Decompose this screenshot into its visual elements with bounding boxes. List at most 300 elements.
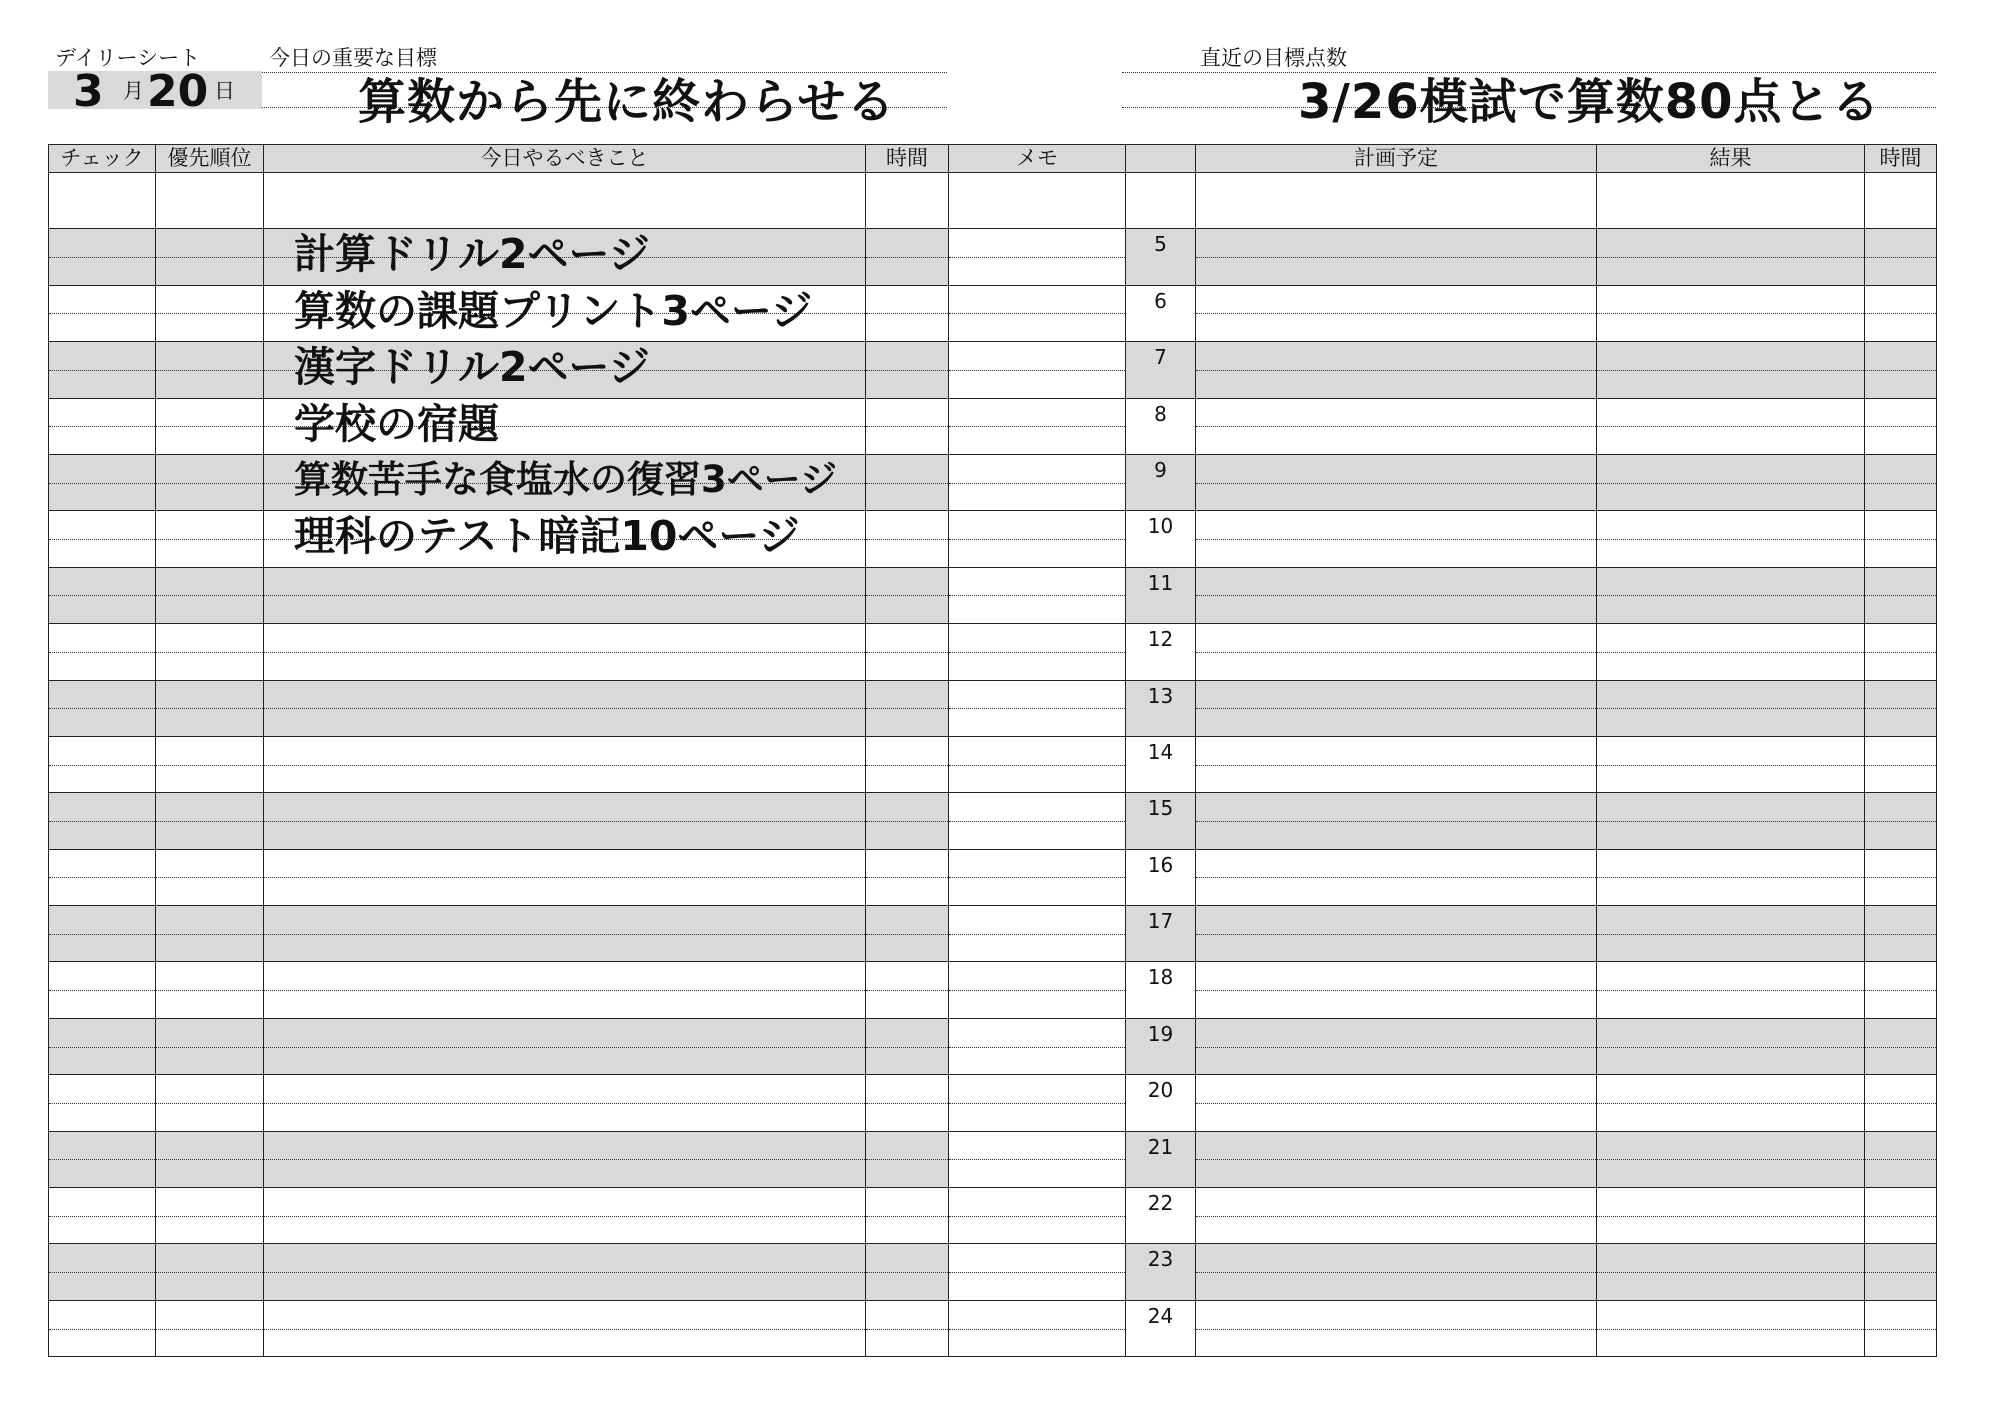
hour-cell (1126, 454, 1196, 510)
plan-cell[interactable] (1196, 285, 1597, 341)
half-row-dotted-line (1865, 765, 1936, 766)
half-row-dotted-line (949, 1272, 1125, 1273)
todo-cell[interactable] (264, 511, 866, 567)
time2-cell[interactable] (1865, 849, 1937, 905)
hour-label: 11 (1147, 570, 1174, 595)
hour-label: 21 (1147, 1134, 1174, 1159)
half-row-dotted-line (1196, 1103, 1596, 1104)
check-cell[interactable] (49, 1131, 156, 1187)
hour-cell (1126, 793, 1196, 849)
table-row (49, 229, 1937, 285)
plan-cell[interactable] (1196, 1188, 1597, 1244)
todo-cell[interactable] (264, 342, 866, 398)
check-cell[interactable] (49, 285, 156, 341)
time-cell[interactable] (866, 511, 949, 567)
half-row-dotted-line (1865, 1047, 1936, 1048)
result-cell[interactable] (1597, 1300, 1865, 1356)
half-row-dotted-line (49, 934, 155, 935)
time-cell[interactable] (866, 849, 949, 905)
half-row-dotted-line (949, 765, 1125, 766)
target-score-value[interactable]: 3/26模試で算数80点とる (1298, 74, 1881, 130)
todo-cell[interactable] (264, 849, 866, 905)
hour-label: 7 (1154, 345, 1167, 370)
result-cell[interactable] (1597, 511, 1865, 567)
hour-cell (1126, 1188, 1196, 1244)
plan-cell[interactable] (1196, 342, 1597, 398)
half-row-dotted-line (866, 1047, 948, 1048)
half-row-dotted-line (156, 370, 263, 371)
memo-cell[interactable] (949, 849, 1126, 905)
check-cell[interactable] (49, 962, 156, 1018)
date-day: 20 (147, 66, 209, 117)
time-cell[interactable] (866, 398, 949, 454)
table-row (49, 1244, 1937, 1300)
memo-cell[interactable] (949, 229, 1126, 285)
result-cell[interactable] (1597, 1018, 1865, 1074)
priority-cell[interactable] (156, 1244, 264, 1300)
time-cell[interactable] (866, 1018, 949, 1074)
half-row-dotted-line (264, 877, 865, 878)
priority-cell[interactable] (156, 736, 264, 792)
time2-cell[interactable] (1865, 567, 1937, 623)
time2-cell[interactable] (1865, 229, 1937, 285)
priority-cell[interactable] (156, 680, 264, 736)
half-row-dotted-line (1196, 595, 1596, 596)
half-row-dotted-line (866, 765, 948, 766)
time2-cell[interactable] (1865, 1131, 1937, 1187)
half-row-dotted-line (1196, 652, 1596, 653)
todo-cell[interactable] (264, 398, 866, 454)
half-row-dotted-line (1196, 1159, 1596, 1160)
half-row-dotted-line (866, 708, 948, 709)
half-row-dotted-line (1597, 1047, 1864, 1048)
memo-cell[interactable] (949, 962, 1126, 1018)
half-row-dotted-line (49, 595, 155, 596)
memo-cell[interactable] (949, 173, 1126, 229)
check-cell[interactable] (49, 793, 156, 849)
half-row-dotted-line (264, 1329, 865, 1330)
half-row-dotted-line (49, 1159, 155, 1160)
plan-cell[interactable] (1196, 173, 1597, 229)
half-row-dotted-line (949, 821, 1125, 822)
time-cell[interactable] (866, 680, 949, 736)
time2-cell[interactable] (1865, 285, 1937, 341)
table-row (49, 793, 1937, 849)
table-row (49, 906, 1937, 962)
check-cell[interactable] (49, 1300, 156, 1356)
result-cell[interactable] (1597, 1075, 1865, 1131)
plan-cell[interactable] (1196, 1018, 1597, 1074)
check-cell[interactable] (49, 624, 156, 680)
half-row-dotted-line (1865, 1216, 1936, 1217)
hour-label: 23 (1147, 1247, 1174, 1272)
score-dotted-line-top (1122, 72, 1936, 73)
half-row-dotted-line (949, 1216, 1125, 1217)
result-cell[interactable] (1597, 1188, 1865, 1244)
target-score-label: 直近の目標点数 (1200, 46, 1347, 70)
todo-cell[interactable] (264, 1075, 866, 1131)
plan-cell[interactable] (1196, 1244, 1597, 1300)
half-row-dotted-line (156, 1329, 263, 1330)
memo-cell[interactable] (949, 342, 1126, 398)
hour-cell (1126, 173, 1196, 229)
half-row-dotted-line (264, 821, 865, 822)
half-row-dotted-line (949, 934, 1125, 935)
table-row (49, 1188, 1937, 1244)
plan-cell[interactable] (1196, 680, 1597, 736)
half-row-dotted-line (1597, 1329, 1864, 1330)
half-row-dotted-line (1196, 483, 1596, 484)
plan-cell[interactable] (1196, 511, 1597, 567)
hour-cell (1126, 229, 1196, 285)
hour-label: 24 (1147, 1303, 1174, 1328)
half-row-dotted-line (949, 652, 1125, 653)
priority-cell[interactable] (156, 962, 264, 1018)
hour-cell (1126, 1075, 1196, 1131)
half-row-dotted-line (1865, 990, 1936, 991)
half-row-dotted-line (264, 708, 865, 709)
half-row-dotted-line (1196, 539, 1596, 540)
memo-cell[interactable] (949, 511, 1126, 567)
result-cell[interactable] (1597, 454, 1865, 510)
result-cell[interactable] (1597, 342, 1865, 398)
memo-cell[interactable] (949, 1018, 1126, 1074)
memo-cell[interactable] (949, 1131, 1126, 1187)
todo-cell[interactable] (264, 624, 866, 680)
check-cell[interactable] (49, 229, 156, 285)
todo-cell[interactable] (264, 680, 866, 736)
time2-cell[interactable] (1865, 342, 1937, 398)
result-cell[interactable] (1597, 736, 1865, 792)
hour-cell (1126, 1018, 1196, 1074)
priority-cell[interactable] (156, 398, 264, 454)
priority-cell[interactable] (156, 511, 264, 567)
time-cell[interactable] (866, 624, 949, 680)
priority-cell[interactable] (156, 1075, 264, 1131)
priority-cell[interactable] (156, 1131, 264, 1187)
half-row-dotted-line (264, 1159, 865, 1160)
hour-label: 18 (1147, 965, 1174, 990)
result-cell[interactable] (1597, 1131, 1865, 1187)
hour-label: 9 (1154, 457, 1167, 482)
plan-cell[interactable] (1196, 398, 1597, 454)
time2-cell[interactable] (1865, 680, 1937, 736)
half-row-dotted-line (49, 257, 155, 258)
memo-cell[interactable] (949, 624, 1126, 680)
plan-cell[interactable] (1196, 454, 1597, 510)
result-cell[interactable] (1597, 906, 1865, 962)
check-cell[interactable] (49, 567, 156, 623)
date-day-unit: 日 (214, 79, 235, 103)
half-row-dotted-line (949, 539, 1125, 540)
priority-cell[interactable] (156, 793, 264, 849)
today-goal-label: 今日の重要な目標 (269, 46, 437, 70)
time-cell[interactable] (866, 1075, 949, 1131)
priority-cell[interactable] (156, 1188, 264, 1244)
hour-label: 22 (1147, 1191, 1174, 1216)
memo-cell[interactable] (949, 793, 1126, 849)
priority-cell[interactable] (156, 229, 264, 285)
half-row-dotted-line (949, 877, 1125, 878)
half-row-dotted-line (1597, 877, 1864, 878)
time-cell[interactable] (866, 793, 949, 849)
memo-cell[interactable] (949, 1075, 1126, 1131)
hour-cell (1126, 736, 1196, 792)
result-cell[interactable] (1597, 1244, 1865, 1300)
half-row-dotted-line (866, 1103, 948, 1104)
col-header-result: 結果 (1597, 145, 1865, 173)
priority-cell[interactable] (156, 285, 264, 341)
half-row-dotted-line (1597, 708, 1864, 709)
time-cell[interactable] (866, 173, 949, 229)
half-row-dotted-line (949, 1047, 1125, 1048)
table-row (49, 680, 1937, 736)
half-row-dotted-line (156, 539, 263, 540)
priority-cell[interactable] (156, 1018, 264, 1074)
memo-cell[interactable] (949, 1300, 1126, 1356)
priority-cell[interactable] (156, 173, 264, 229)
time2-cell[interactable] (1865, 906, 1937, 962)
memo-cell[interactable] (949, 736, 1126, 792)
check-cell[interactable] (49, 849, 156, 905)
result-cell[interactable] (1597, 285, 1865, 341)
half-row-dotted-line (1196, 990, 1596, 991)
memo-cell[interactable] (949, 680, 1126, 736)
half-row-dotted-line (949, 426, 1125, 427)
plan-cell[interactable] (1196, 1131, 1597, 1187)
memo-cell[interactable] (949, 454, 1126, 510)
half-row-dotted-line (49, 877, 155, 878)
priority-cell[interactable] (156, 454, 264, 510)
plan-cell[interactable] (1196, 736, 1597, 792)
time2-cell[interactable] (1865, 511, 1937, 567)
half-row-dotted-line (866, 257, 948, 258)
priority-cell[interactable] (156, 342, 264, 398)
time-cell[interactable] (866, 454, 949, 510)
half-row-dotted-line (1597, 765, 1864, 766)
table-row (49, 1075, 1937, 1131)
result-cell[interactable] (1597, 398, 1865, 454)
table-row (49, 624, 1937, 680)
hour-cell (1126, 624, 1196, 680)
half-row-dotted-line (156, 257, 263, 258)
time2-cell[interactable] (1865, 173, 1937, 229)
check-cell[interactable] (49, 173, 156, 229)
daily-sheet-table (48, 144, 1937, 1357)
result-cell[interactable] (1597, 624, 1865, 680)
check-cell[interactable] (49, 1018, 156, 1074)
time2-cell[interactable] (1865, 624, 1937, 680)
time-cell[interactable] (866, 962, 949, 1018)
hour-label: 8 (1154, 401, 1167, 426)
half-row-dotted-line (49, 313, 155, 314)
check-cell[interactable] (49, 1244, 156, 1300)
todo-cell[interactable] (264, 1244, 866, 1300)
half-row-dotted-line (1597, 652, 1864, 653)
check-cell[interactable] (49, 511, 156, 567)
result-cell[interactable] (1597, 793, 1865, 849)
half-row-dotted-line (49, 708, 155, 709)
hour-label: 15 (1147, 796, 1174, 821)
time-cell[interactable] (866, 736, 949, 792)
priority-cell[interactable] (156, 624, 264, 680)
plan-cell[interactable] (1196, 1300, 1597, 1356)
table-row (49, 849, 1937, 905)
half-row-dotted-line (1196, 1329, 1596, 1330)
todo-cell[interactable] (264, 1300, 866, 1356)
todo-cell[interactable] (264, 454, 866, 510)
check-cell[interactable] (49, 680, 156, 736)
check-cell[interactable] (49, 906, 156, 962)
today-goal-value[interactable]: 算数から先に終わらせる (358, 74, 896, 130)
priority-cell[interactable] (156, 906, 264, 962)
memo-cell[interactable] (949, 906, 1126, 962)
check-cell[interactable] (49, 736, 156, 792)
plan-cell[interactable] (1196, 624, 1597, 680)
half-row-dotted-line (156, 877, 263, 878)
time-cell[interactable] (866, 906, 949, 962)
half-row-dotted-line (1196, 877, 1596, 878)
hour-label: 17 (1147, 909, 1174, 934)
half-row-dotted-line (1865, 539, 1936, 540)
table-row (49, 736, 1937, 792)
time2-cell[interactable] (1865, 1018, 1937, 1074)
time-cell[interactable] (866, 229, 949, 285)
memo-cell[interactable] (949, 285, 1126, 341)
half-row-dotted-line (866, 539, 948, 540)
todo-cell[interactable] (264, 736, 866, 792)
table-header-row (49, 145, 1937, 173)
hour-label: 13 (1147, 683, 1174, 708)
half-row-dotted-line (1597, 483, 1864, 484)
table-row (49, 1131, 1937, 1187)
half-row-dotted-line (949, 313, 1125, 314)
todo-cell[interactable] (264, 567, 866, 623)
table-row (49, 1300, 1937, 1356)
time-cell[interactable] (866, 1188, 949, 1244)
table-row (49, 567, 1937, 623)
result-cell[interactable] (1597, 680, 1865, 736)
half-row-dotted-line (1865, 313, 1936, 314)
priority-cell[interactable] (156, 567, 264, 623)
table-row (49, 454, 1937, 510)
todo-cell[interactable] (264, 1018, 866, 1074)
half-row-dotted-line (1865, 1272, 1936, 1273)
hour-cell (1126, 906, 1196, 962)
check-cell[interactable] (49, 398, 156, 454)
half-row-dotted-line (264, 595, 865, 596)
half-row-dotted-line (156, 313, 263, 314)
half-row-dotted-line (264, 1047, 865, 1048)
memo-cell[interactable] (949, 1244, 1126, 1300)
todo-text: 理科のテスト暗記10ページ (294, 512, 800, 561)
result-cell[interactable] (1597, 849, 1865, 905)
check-cell[interactable] (49, 1188, 156, 1244)
todo-cell[interactable] (264, 173, 866, 229)
todo-cell[interactable] (264, 906, 866, 962)
date-box[interactable] (48, 66, 262, 117)
half-row-dotted-line (264, 1103, 865, 1104)
table-row (49, 511, 1937, 567)
time-cell[interactable] (866, 342, 949, 398)
priority-cell[interactable] (156, 1300, 264, 1356)
half-row-dotted-line (1597, 1103, 1864, 1104)
plan-cell[interactable] (1196, 793, 1597, 849)
todo-cell[interactable] (264, 793, 866, 849)
result-cell[interactable] (1597, 962, 1865, 1018)
hour-cell (1126, 285, 1196, 341)
plan-cell[interactable] (1196, 962, 1597, 1018)
time-cell[interactable] (866, 1244, 949, 1300)
plan-cell[interactable] (1196, 229, 1597, 285)
half-row-dotted-line (156, 595, 263, 596)
col-header-plan: 計画予定 (1196, 145, 1597, 173)
half-row-dotted-line (1865, 877, 1936, 878)
hour-label: 6 (1154, 288, 1167, 313)
todo-cell[interactable] (264, 1188, 866, 1244)
half-row-dotted-line (1196, 765, 1596, 766)
time2-cell[interactable] (1865, 962, 1937, 1018)
time-cell[interactable] (866, 285, 949, 341)
half-row-dotted-line (1865, 708, 1936, 709)
half-row-dotted-line (156, 934, 263, 935)
hour-label: 12 (1147, 627, 1174, 652)
half-row-dotted-line (156, 1103, 263, 1104)
time2-cell[interactable] (1865, 454, 1937, 510)
time2-cell[interactable] (1865, 398, 1937, 454)
result-cell[interactable] (1597, 567, 1865, 623)
half-row-dotted-line (949, 595, 1125, 596)
half-row-dotted-line (49, 652, 155, 653)
time2-cell[interactable] (1865, 736, 1937, 792)
time-cell[interactable] (866, 567, 949, 623)
result-cell[interactable] (1597, 173, 1865, 229)
half-row-dotted-line (1196, 708, 1596, 709)
time2-cell[interactable] (1865, 1244, 1937, 1300)
todo-cell[interactable] (264, 962, 866, 1018)
date-month-unit: 月 (123, 79, 144, 103)
check-cell[interactable] (49, 1075, 156, 1131)
priority-cell[interactable] (156, 849, 264, 905)
time2-cell[interactable] (1865, 1188, 1937, 1244)
plan-cell[interactable] (1196, 849, 1597, 905)
todo-cell[interactable] (264, 229, 866, 285)
time-cell[interactable] (866, 1300, 949, 1356)
memo-cell[interactable] (949, 567, 1126, 623)
plan-cell[interactable] (1196, 906, 1597, 962)
result-cell[interactable] (1597, 229, 1865, 285)
todo-cell[interactable] (264, 285, 866, 341)
time2-cell[interactable] (1865, 793, 1937, 849)
half-row-dotted-line (1597, 257, 1864, 258)
plan-cell[interactable] (1196, 1075, 1597, 1131)
time2-cell[interactable] (1865, 1075, 1937, 1131)
half-row-dotted-line (264, 990, 865, 991)
hour-cell (1126, 962, 1196, 1018)
check-cell[interactable] (49, 342, 156, 398)
todo-cell[interactable] (264, 1131, 866, 1187)
time-cell[interactable] (866, 1131, 949, 1187)
half-row-dotted-line (866, 1329, 948, 1330)
half-row-dotted-line (1196, 1216, 1596, 1217)
check-cell[interactable] (49, 454, 156, 510)
hour-label: 20 (1147, 1078, 1174, 1103)
memo-cell[interactable] (949, 398, 1126, 454)
half-row-dotted-line (1597, 1272, 1864, 1273)
plan-cell[interactable] (1196, 567, 1597, 623)
memo-cell[interactable] (949, 1188, 1126, 1244)
time2-cell[interactable] (1865, 1300, 1937, 1356)
